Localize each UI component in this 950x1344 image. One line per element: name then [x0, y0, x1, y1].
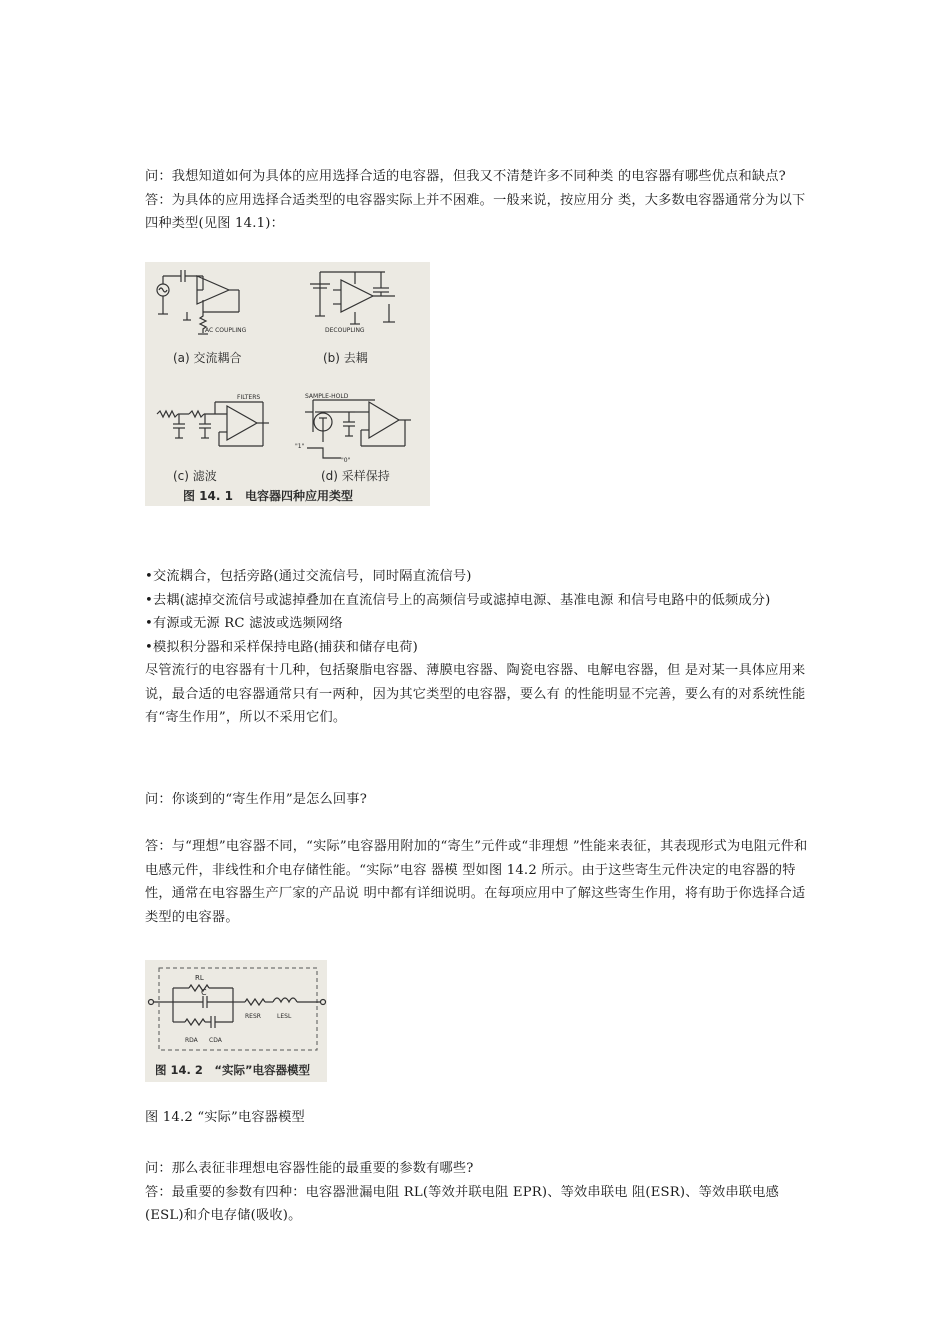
fig2-c: C: [201, 988, 207, 997]
qa2-question-block: [145, 788, 810, 812]
answer-2: 答：与“理想”电容器不同，“实际”电容器用附加的“寄生”元件或“非理想 ”性能来表征，其表现形式为电阻元件和电感元件，非线性和介电存储性能。“实际”电容 器模 型如图 14.2 所示。由于这些寄生元件决定的电容器的特性，通常在电容器生产厂家的产品说 明中都有详细说明。在每项应用中了解这些寄生作用，将有助于你选择合适类型的电容器。: [145, 839, 808, 925]
figure-14-2: [145, 960, 327, 1082]
fig1-b-caption: (b) 去耦: [323, 351, 368, 365]
question-1: 问：我想知道如何为具体的应用选择合适的电容器，但我又不清楚许多不同种类 的电容器有哪些优点和缺点?: [145, 169, 786, 184]
paragraph-1: 尽管流行的电容器有十几种，包括聚脂电容器、薄膜电容器、陶瓷电容器、电解电容器，但 是对某一具体应用来说，最合适的电容器通常只有一两种，因为其它类型的电容器，要么有 的性能明显不完善，要么有的对系统性能有“寄生作用”，所以不采用它们。: [145, 663, 806, 725]
fig1-caption: 图 14. 1 电容器四种应用类型: [183, 489, 353, 503]
figure-2-label: 图 14.2 “实际”电容器模型: [145, 1110, 305, 1125]
question-3: 问：那么表征非理想电容器性能的最重要的参数有哪些?: [145, 1161, 474, 1176]
bullet-item: •去耦(滤掉交流信号或滤掉叠加在直流信号上的高频信号或滤掉电源、基准电源 和信号电路中的低频成分): [145, 592, 771, 608]
fig1-a-caption: (a) 交流耦合: [173, 351, 242, 365]
fig1-c-tag: FILTERS: [237, 394, 261, 401]
qa2-answer-block: [145, 835, 810, 929]
figure-14-1: [145, 262, 430, 506]
answer-1: 答：为具体的应用选择合适类型的电容器实际上并不困难。一般来说，按应用分 类，大多数电容器通常分为以下四种类型(见图 14.1)：: [145, 192, 806, 231]
fig2-caption: 图 14. 2 “实际”电容器模型: [155, 1063, 310, 1077]
fig1-d-one: "1": [295, 443, 305, 450]
fig2-resr: RESR: [245, 1013, 261, 1020]
bullet-list: [145, 565, 810, 730]
fig2-lesl: LESL: [277, 1013, 292, 1020]
bullet-item: •交流耦合，包括旁路(通过交流信号，同时隔直流信号): [145, 569, 472, 584]
figure-14-2-drawing: [145, 960, 327, 1082]
fig1-d-zero: "0": [341, 457, 351, 464]
figure-14-1-drawing: [145, 262, 430, 506]
bullet-item: •有源或无源 RC 滤波或选频网络: [145, 616, 343, 631]
qa3-block: [145, 1157, 810, 1228]
fig2-rda: RDA: [185, 1037, 198, 1044]
answer-3: 答：最重要的参数有四种：电容器泄漏电阻 RL(等效并联电阻 EPR)、等效串联电 阻(ESR)、等效串联电感(ESL)和介电存储(吸收)。: [145, 1184, 779, 1223]
bullet-item: •模拟积分器和采样保持电路(捕获和储存电荷): [145, 639, 419, 655]
figure-14-2-text-caption: [145, 1106, 810, 1130]
fig1-a-tag: AC COUPLING: [205, 327, 247, 334]
question-2: 问：你谈到的“寄生作用”是怎么回事?: [145, 792, 367, 807]
qa1-block: [145, 165, 810, 236]
fig1-d-tag: SAMPLE-HOLD: [305, 393, 349, 400]
fig1-c-caption: (c) 滤波: [173, 469, 217, 483]
fig2-rl: RL: [195, 974, 204, 982]
fig1-d-caption: (d) 采样保持: [321, 469, 390, 483]
fig2-cda: CDA: [209, 1037, 222, 1044]
fig1-b-tag: DECOUPLING: [325, 327, 365, 334]
